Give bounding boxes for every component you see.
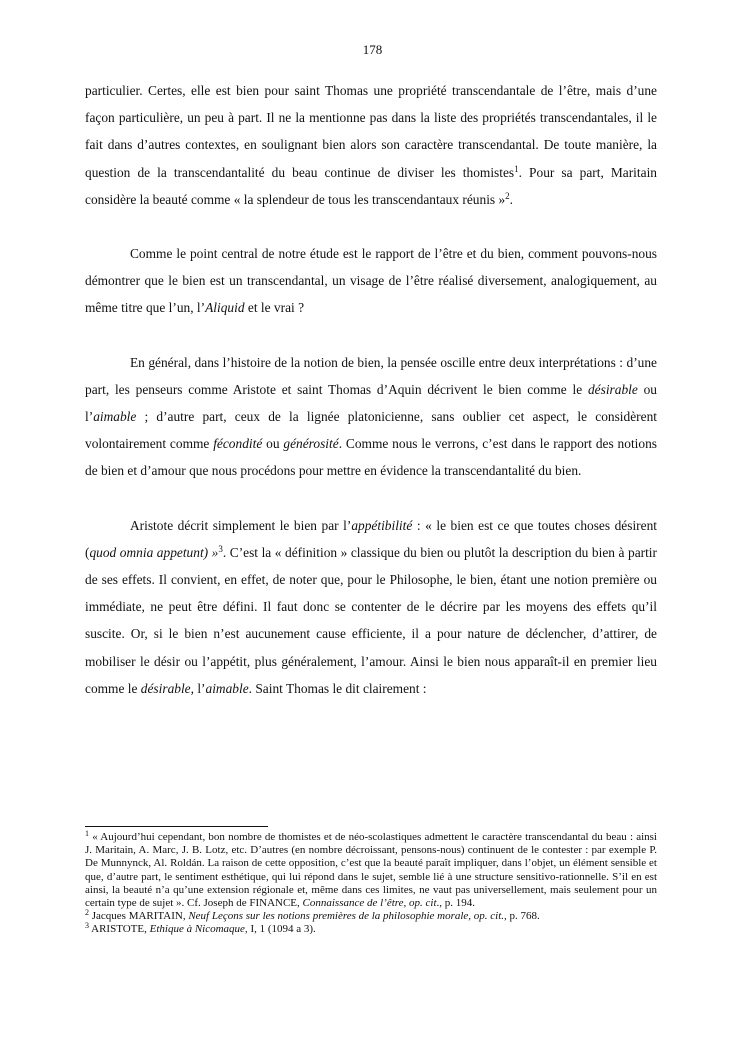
p1-text-a: particulier. Certes, elle est bien pour saint Thomas une propriété transcendantale de l’être, mais d’une façon particulière, un peu à part. Il ne la mentionne pas dans la liste des propriétés transcendantales, il le fait dans d’autres contextes, en soulignant bien alors son caractère transcendantal. De toute manière, la question de la transcendantalité du beau continue de diviser les thomistes <box>85 83 657 180</box>
footnotes <box>85 831 657 937</box>
footnote-2 <box>85 910 657 923</box>
p1-text-c: . <box>509 191 514 207</box>
footnote-1 <box>85 831 657 910</box>
p2-text-a: Comme le point central de notre étude est le rapport de l’être et du bien, comment pouvons-nous démontrer que le bien est un transcendantal, un visage de l’être réalisé diversement, analogiquement, au même titre que l’un, l’ <box>85 246 657 316</box>
p4-text-b: : « le bien est ce que toutes choses désirent ( <box>85 517 658 560</box>
p4-text-d: l’ <box>193 680 206 696</box>
footnote-2-title: Neuf Leçons sur les notions premières de la philosophie morale, op. cit., <box>188 910 507 923</box>
p3-italic-aimable: aimable <box>93 409 137 425</box>
p4-italic-desirable: désirable, <box>140 680 194 696</box>
p2-text-b: et le vrai ? <box>244 300 305 316</box>
p4-italic-appetibilite: appétibilité <box>351 517 413 533</box>
p3-text-d: ou <box>262 436 284 452</box>
footnote-1-title: Connaissance de l’être, op. cit <box>302 897 437 910</box>
paragraph-3 <box>85 349 657 485</box>
footnote-ref-1[interactable]: 1 <box>514 163 519 174</box>
footnote-3 <box>85 923 657 936</box>
page-number: 178 <box>362 42 383 57</box>
body-text <box>85 77 657 702</box>
p2-italic-aliquid: Aliquid <box>205 300 245 316</box>
p4-text-a: Aristote décrit simplement le bien par l’ <box>130 517 352 533</box>
footnote-2-text-a: Jacques MARITAIN, <box>89 910 189 923</box>
footnote-3-title: Ethique à Nicomaque, <box>149 923 248 936</box>
paragraph-2 <box>85 240 657 322</box>
footnote-2-text-b: p. 768. <box>506 910 540 923</box>
footnote-1-number: 1 <box>85 829 89 838</box>
p4-text-e: . Saint Thomas le dit clairement : <box>248 680 427 696</box>
p3-text-e: . Comme nous le verrons, c’est dans le rapport des notions de bien et d’amour que nous procédons pour mettre en évidence la transcendantalité du bien. <box>85 436 657 479</box>
paragraph-4 <box>85 512 657 702</box>
p1-text-b: . Pour sa part, Maritain considère la beauté comme « la splendeur de tous les transcendantaux réunis » <box>85 164 657 207</box>
p3-text-b: ou l’ <box>85 381 657 425</box>
footnote-2-number: 2 <box>85 908 89 918</box>
p3-italic-generosite: générosité <box>283 436 339 452</box>
footnote-separator <box>85 826 268 827</box>
p4-text-c: . C’est la « définition » classique du bien ou plutôt la description du bien à partir de ses effets. Il convient, en effet, de noter que, pour le Philosophe, le bien, étant une notion première ou immédiate, ne peut être défini. Il faut donc se contenter de le décrire par les moyens des effets qu’il suscite. Or, si le bien n’est aucunement cause efficiente, il a pour nature de déclencher, d’attirer, de mobiliser le désir ou l’appétit, plus généralement, l’amour. Ainsi le bien nous apparaît-il en premier lieu comme le <box>85 544 657 696</box>
p3-italic-desirable: désirable <box>587 381 638 397</box>
footnote-3-text-b: I, 1 (1094 a 3). <box>247 923 316 936</box>
footnote-ref-2[interactable]: 2 <box>505 190 510 201</box>
p4-italic-quod-omnia: quod omnia appetunt) » <box>89 544 219 560</box>
p4-italic-aimable: aimable <box>205 680 249 696</box>
p3-text-a: En général, dans l’histoire de la notion de bien, la pensée oscille entre deux interprétations : d’une part, les penseurs comme Aristote et saint Thomas d’Aquin décrivent le bien comme le <box>85 354 657 397</box>
footnote-ref-3[interactable]: 3 <box>218 543 223 554</box>
p3-italic-fecondite: fécondité <box>213 436 263 452</box>
footnote-1-text-b: ., p. 194. <box>436 897 476 910</box>
footnote-3-text-a: ARISTOTE, <box>89 923 150 936</box>
footnote-3-number: 3 <box>85 921 89 931</box>
p3-text-c: ; d’autre part, ceux de la lignée platonicienne, sans oublier cet aspect, le considèrent volontairement comme <box>85 409 657 452</box>
footnote-1-text-a: « Aujourd’hui cependant, bon nombre de thomistes et de néo-scolastiques admettent le caractère transcendantal du beau : ainsi J. Maritain, A. Marc, J. B. Lotz, etc. D’autres (en nombre décroissant, pensons-nous) continuent de le contester : par exemple P. De Munnynck, Al. Roldán. La raison de cette opposition, c’est que la beauté paraît impliquer, dans l’objet, un élément sensible et que, d’autre part, le sentiment esthétique, qui lui répond dans le sujet, semble lié à une structure sensitivo-rationnelle. S’il en est ainsi, la beauté n’a qu’une extension régionale et, même dans ces limites, ne vaut pas universellement, mais seulement pour un certain type de sujet ». Cf. Joseph de FINANCE, <box>85 831 657 910</box>
paragraph-1 <box>85 77 657 213</box>
